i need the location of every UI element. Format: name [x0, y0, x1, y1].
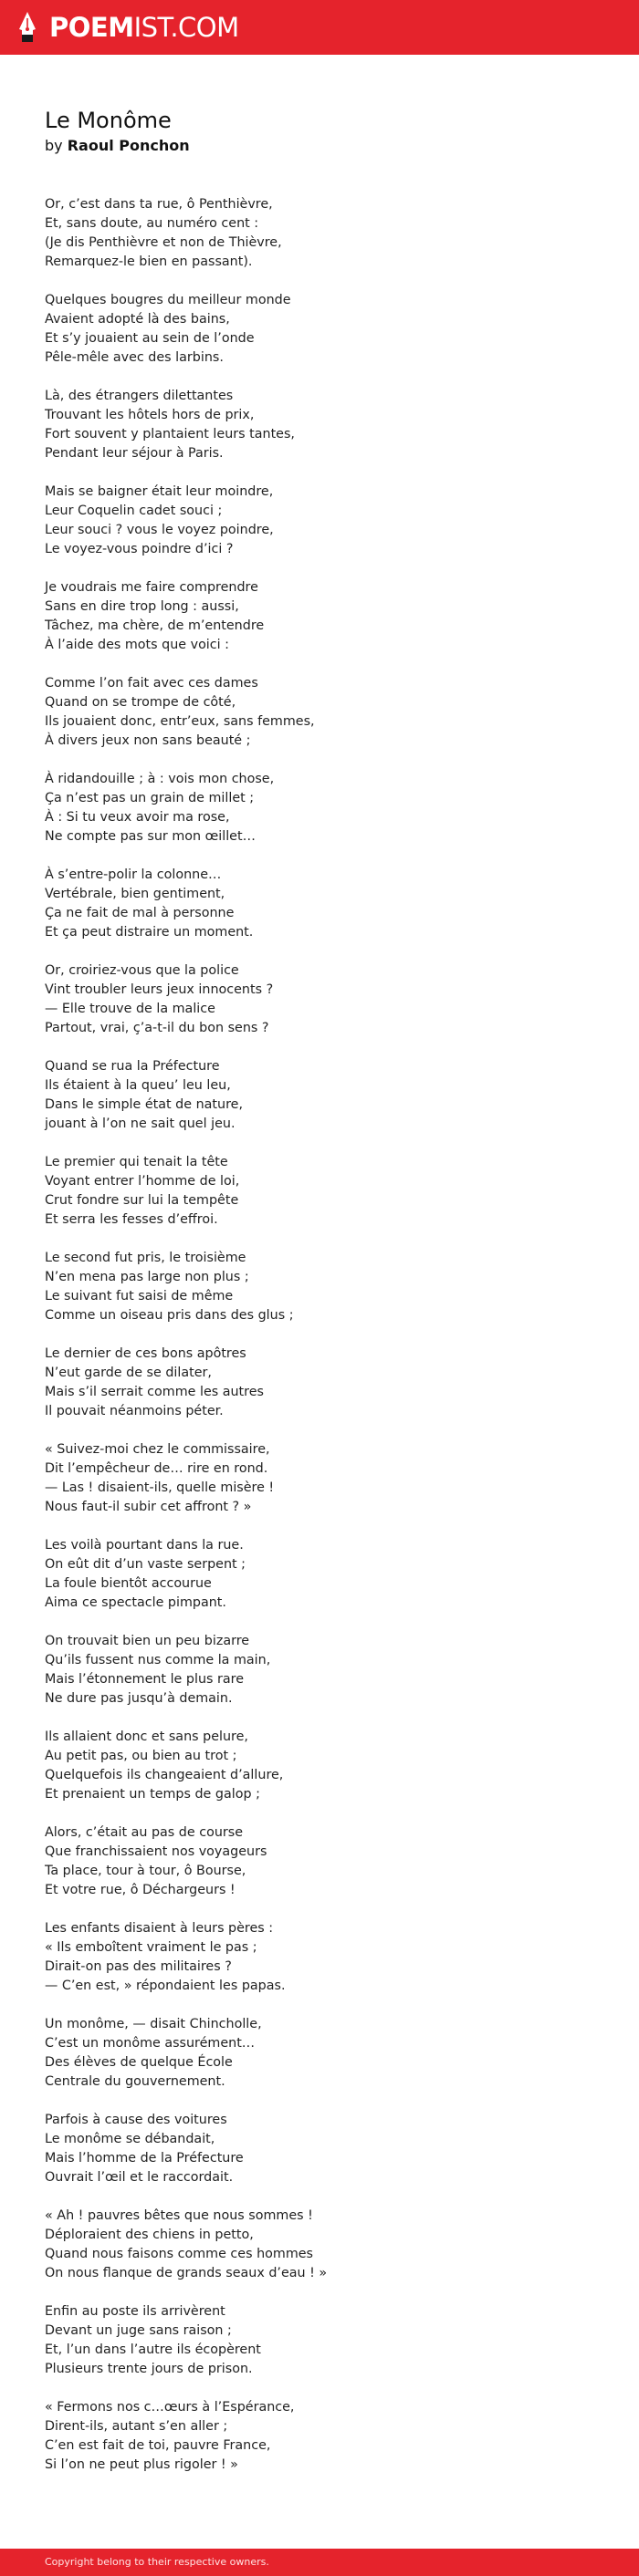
site-logo[interactable]: [16, 11, 239, 44]
poem-stanza: [45, 387, 592, 463]
poem-line: Or, c’est dans ta rue, ô Penthièvre,: [45, 197, 273, 212]
poem-line: Ne dure pas jusqu’à demain.: [45, 1691, 233, 1706]
poem-stanza: [45, 1536, 592, 1613]
poem-line: Ils allaient donc et sans pelure,: [45, 1729, 248, 1744]
poem-line: Devant un juge sans raison ;: [45, 2323, 232, 2338]
poem-line: (Je dis Penthièvre et non de Thièvre,: [45, 235, 282, 250]
poem-line: À l’aide des mots que voici :: [45, 638, 229, 652]
site-logo-text: [49, 11, 239, 44]
poem-line: Crut fondre sur lui la tempête: [45, 1193, 239, 1208]
poem-line: Quand se rua la Préfecture: [45, 1059, 220, 1074]
poem-line: « Suivez-moi chez le commissaire,: [45, 1442, 270, 1457]
poem-stanza: [45, 674, 592, 751]
poem-line: C’est un monôme assurément…: [45, 2036, 256, 2051]
poem-line: Quelquefois ils changeaient d’allure,: [45, 1768, 284, 1782]
poem-line: Tâchez, ma chère, de m’entendre: [45, 618, 265, 633]
poem-line: Et, l’un dans l’autre ils écopèrent: [45, 2342, 261, 2357]
poem-stanza: [45, 1919, 592, 1996]
poem-line: Partout, vrai, ç’a-t-il du bon sens ?: [45, 1021, 269, 1035]
poem-line: Que franchissaient nos voyageurs: [45, 1844, 267, 1859]
top-bar: [0, 0, 639, 55]
poem-line: On nous flanque de grands seaux d’eau ! »: [45, 2266, 328, 2280]
poem-line: Ils étaient à la queu’ leu leu,: [45, 1078, 231, 1093]
poem-line: Mais l’étonnement le plus rare: [45, 1672, 244, 1687]
poem-line: Leur Coquelin cadet souci ;: [45, 504, 223, 518]
poem-line: jouant à l’on ne sait quel jeu.: [45, 1117, 236, 1131]
poem-content: [45, 106, 592, 2494]
by-label: by: [45, 137, 63, 154]
poem-line: Alors, c’était au pas de course: [45, 1825, 244, 1840]
poem-line: Mais l’homme de la Préfecture: [45, 2151, 244, 2166]
poem-stanza: [45, 2398, 592, 2475]
logo-light-text: IST.COM: [133, 12, 239, 43]
poem-line: On trouvait bien un peu bizarre: [45, 1634, 250, 1648]
poem-line: Ils jouaient donc, entr’eux, sans femmes,: [45, 714, 315, 729]
poem-stanza: [45, 770, 592, 847]
poem-line: Les enfants disaient à leurs pères :: [45, 1921, 274, 1936]
poem-line: Le suivant fut saisi de même: [45, 1289, 234, 1304]
poem-line: Les voilà pourtant dans la rue.: [45, 1538, 244, 1553]
poem-line: On eût dit d’un vaste serpent ;: [45, 1557, 246, 1572]
poem-stanza: [45, 1823, 592, 1900]
poem-line: Il pouvait néanmoins péter.: [45, 1404, 224, 1418]
poem-line: Leur souci ? vous le voyez poindre,: [45, 523, 274, 537]
poem-line: Trouvant les hôtels hors de prix,: [45, 408, 255, 422]
poem-line: Comme l’on fait avec ces dames: [45, 676, 258, 691]
poem-line: N’en mena pas large non plus ;: [45, 1270, 249, 1284]
poem-line: « Fermons nos c…œurs à l’Espérance,: [45, 2400, 295, 2415]
poem-line: À divers jeux non sans beauté ;: [45, 733, 251, 748]
poem-line: Pêle-mêle avec des larbins.: [45, 350, 224, 365]
poem-line: Et, sans doute, au numéro cent :: [45, 216, 259, 231]
poem-line: Quelques bougres du meilleur monde: [45, 293, 291, 307]
poem-line: Au petit pas, ou bien au trot ;: [45, 1749, 237, 1763]
poem-stanza: [45, 1153, 592, 1230]
poem-line: Plusieurs trente jours de prison.: [45, 2362, 253, 2376]
poem-stanza: [45, 1057, 592, 1134]
poem-line: Ça n’est pas un grain de millet ;: [45, 791, 255, 805]
poem-line: Le dernier de ces bons apôtres: [45, 1346, 246, 1361]
logo-bold-text: POEM: [49, 12, 134, 43]
poem-stanza: [45, 2015, 592, 2092]
poem-stanza: [45, 2111, 592, 2187]
poem-line: Parfois à cause des voitures: [45, 2113, 227, 2127]
poem-line: Le monôme se débandait,: [45, 2132, 215, 2146]
poem-line: Qu’ils fussent nus comme la main,: [45, 1653, 271, 1667]
fountain-pen-icon: [16, 11, 38, 44]
poem-line: Dirait-on pas des militaires ?: [45, 1959, 232, 1974]
poem-stanza: [45, 1249, 592, 1325]
poem-line: N’eut garde de se dilater,: [45, 1366, 212, 1380]
poem-line: Ne compte pas sur mon œillet…: [45, 829, 256, 844]
poem-line: Dans le simple état de nature,: [45, 1097, 243, 1112]
copyright-text: Copyright belong to their respective owners.: [45, 2556, 269, 2568]
poem-line: Centrale du gouvernement.: [45, 2074, 225, 2089]
poem-stanza: [45, 1440, 592, 1517]
poem-stanza: [45, 1632, 592, 1709]
poem-line: À ridandouille ; à : vois mon chose,: [45, 772, 275, 786]
poem-line: Si l’on ne peut plus rigoler ! »: [45, 2457, 238, 2472]
poem-line: Là, des étrangers dilettantes: [45, 389, 234, 403]
poem-line: À s’entre-polir la colonne…: [45, 867, 222, 882]
poem-line: Déploraient des chiens in petto,: [45, 2228, 254, 2242]
poem-stanza: [45, 291, 592, 368]
poem-line: Remarquez-le bien en passant).: [45, 254, 253, 269]
byline: [45, 136, 592, 156]
poem-line: Quand on se trompe de côté,: [45, 695, 236, 710]
poem-line: Vertébrale, bien gentiment,: [45, 887, 225, 901]
poem-line: Et prenaient un temps de galop ;: [45, 1787, 260, 1802]
poem-line: Vint troubler leurs jeux innocents ?: [45, 982, 274, 997]
poem-line: — Elle trouve de la malice: [45, 1002, 215, 1016]
poem-line: Ta place, tour à tour, ô Bourse,: [45, 1864, 246, 1878]
poem-line: Comme un oiseau pris dans des glus ;: [45, 1308, 294, 1323]
poem-line: Pendant leur séjour à Paris.: [45, 446, 224, 461]
footer: [0, 2549, 639, 2576]
poem-line: Je voudrais me faire comprendre: [45, 580, 258, 595]
poem-line: La foule bientôt accourue: [45, 1576, 212, 1591]
poem-title: Le Monôme: [45, 108, 172, 133]
poem-line: — C’en est, » répondaient les papas.: [45, 1979, 286, 1993]
poem-stanza: [45, 1345, 592, 1421]
poem-stanza: [45, 1728, 592, 1804]
poem-line: Le premier qui tenait la tête: [45, 1155, 228, 1169]
poem-line: Mais se baigner était leur moindre,: [45, 484, 274, 499]
poem-line: Et ça peut distraire un moment.: [45, 925, 254, 940]
poem-line: Mais s’il serrait comme les autres: [45, 1385, 264, 1399]
poem-line: Aima ce spectacle pimpant.: [45, 1595, 226, 1610]
poem-stanza: [45, 195, 592, 272]
poem-line: Nous faut-il subir cet affront ? »: [45, 1500, 252, 1514]
poem-line: Quand nous faisons comme ces hommes: [45, 2247, 313, 2261]
poem-line: Or, croiriez-vous que la police: [45, 963, 239, 978]
poem-line: Sans en dire trop long : aussi,: [45, 599, 239, 614]
poem-stanza: [45, 2302, 592, 2379]
poem-stanza: [45, 866, 592, 942]
poem-line: Ouvrait l’œil et le raccordait.: [45, 2170, 234, 2185]
poem-line: Voyant entrer l’homme de loi,: [45, 1174, 240, 1189]
poem-line: « Ils emboîtent vraiment le pas ;: [45, 1940, 257, 1955]
poem-line: Un monôme, — disait Chincholle,: [45, 2017, 262, 2031]
poem-line: Et serra les fesses d’effroi.: [45, 1212, 218, 1227]
poem-line: Et s’y jouaient au sein de l’onde: [45, 331, 255, 346]
poem-stanza: [45, 578, 592, 655]
poem-line: « Ah ! pauvres bêtes que nous sommes !: [45, 2208, 313, 2223]
author-link[interactable]: Raoul Ponchon: [67, 137, 190, 154]
poem-stanza: [45, 961, 592, 1038]
poem-line: Ça ne fait de mal à personne: [45, 906, 235, 920]
poem-line: Dit l’empêcheur de… rire en rond.: [45, 1461, 268, 1476]
poem-line: Le second fut pris, le troisième: [45, 1251, 246, 1265]
poem-line: Avaient adopté là des bains,: [45, 312, 230, 327]
poem-line: Le voyez-vous poindre d’ici ?: [45, 542, 234, 556]
poem-line: Et votre rue, ô Déchargeurs !: [45, 1883, 236, 1897]
poem-line: Enfin au poste ils arrivèrent: [45, 2304, 225, 2319]
poem-stanza: [45, 483, 592, 559]
poem-line: — Las ! disaient-ils, quelle misère !: [45, 1480, 275, 1495]
poem-line: À : Si tu veux avoir ma rose,: [45, 810, 230, 825]
poem-body: [45, 195, 592, 2475]
poem-stanza: [45, 2207, 592, 2283]
poem-line: Des élèves de quelque École: [45, 2055, 233, 2070]
poem-line: Fort souvent y plantaient leurs tantes,: [45, 427, 295, 441]
poem-line: C’en est fait de toi, pauvre France,: [45, 2438, 271, 2453]
poem-line: Dirent-ils, autant s’en aller ;: [45, 2419, 228, 2434]
